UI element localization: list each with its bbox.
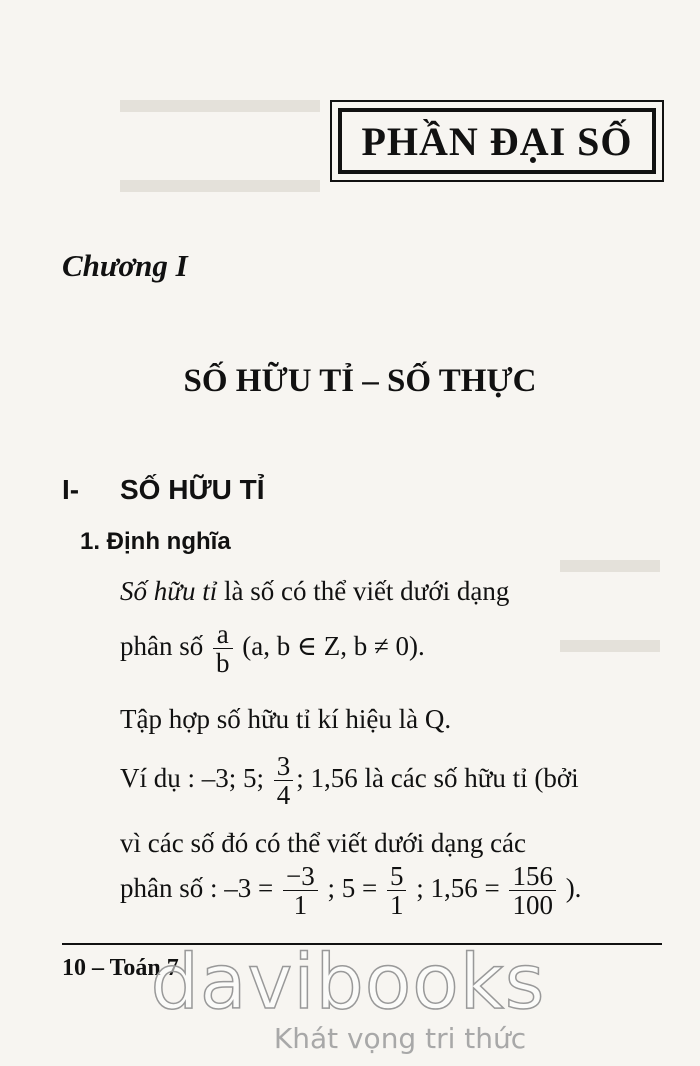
fraction-3-over-4 [274,752,294,810]
example-line3-prefix: phân số : –3 = [120,873,280,904]
fraction-numerator: −3 [283,862,318,891]
example-prefix: Ví dụ : –3; 5; [120,763,271,794]
fraction-numerator: a [213,620,233,649]
example-suffix: ; 1,56 là các số hữu tỉ (bởi [296,763,579,794]
example-sep-2: ; 1,56 = [409,873,507,904]
fraction-neg3-over-1 [283,862,318,920]
example-line-1 [120,752,579,810]
fraction-a-over-b [213,620,233,678]
part-title-frame [330,100,664,182]
fraction-numerator: 156 [509,862,556,891]
watermark-tagline: Khát vọng tri thức [273,1022,527,1055]
subsection-heading: 1. Định nghĩa [80,528,231,555]
watermark-logo: davibooks [150,937,546,1026]
section-number: I- [62,474,80,505]
fraction-numerator: 3 [274,752,294,781]
definition-condition: (a, b ∈ Z, b ≠ 0). [235,631,425,662]
chapter-title: SỐ HỮU TỈ – SỐ THỰC [183,363,537,399]
definition-line-2 [120,620,425,678]
section-title: SỐ HỮU TỈ [120,474,265,505]
chapter-label: Chương I [62,248,188,283]
page-footer: 10 – Toán 7 [62,955,179,981]
definition-prefix: phân số [120,631,210,662]
definition-term: Số hữu tỉ [120,576,218,606]
definition-text: là số có thể viết dưới dạng [217,576,510,606]
fraction-numerator: 5 [387,862,407,891]
fraction-156-over-100 [509,862,556,920]
notation-line: Tập hợp số hữu tỉ kí hiệu là Q. [120,704,452,734]
fraction-denominator: 4 [276,780,291,811]
example-sep-1: ; 5 = [320,873,384,904]
fraction-denominator: 100 [512,890,553,921]
fraction-5-over-1 [387,862,407,920]
fraction-denominator: 1 [293,890,308,921]
example-end: ). [558,873,582,904]
fraction-denominator: 1 [389,890,404,921]
part-title: PHẦN ĐẠI SỐ [361,118,633,164]
example-line-3 [120,862,581,920]
definition-line-1 [120,576,509,607]
fraction-denominator: b [216,648,230,679]
example-line-2: vì các số đó có thể viết dưới dạng các [120,828,527,858]
